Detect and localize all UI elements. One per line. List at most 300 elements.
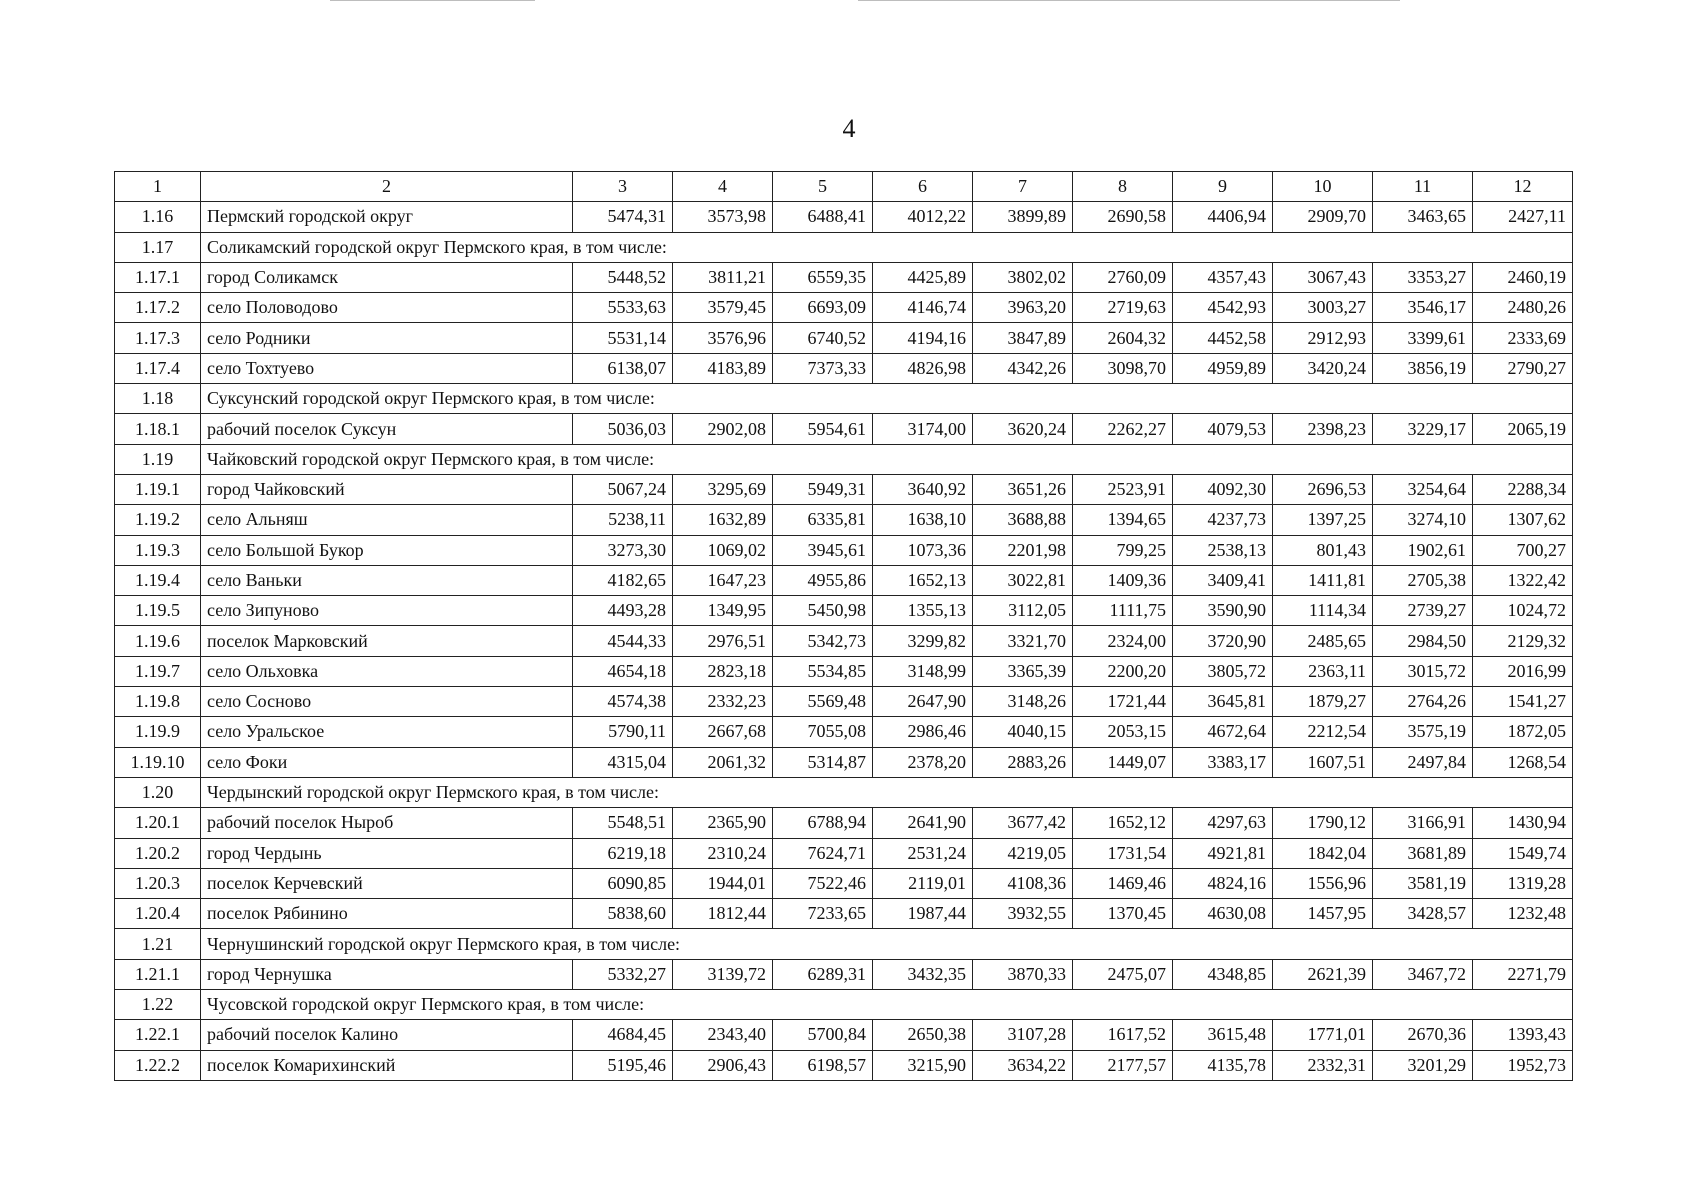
settlement-name: село Большой Букор	[201, 535, 573, 565]
value-cell: 3640,92	[873, 474, 973, 504]
value-cell: 3811,21	[673, 262, 773, 292]
value-cell: 3273,30	[573, 535, 673, 565]
value-cell: 3688,88	[973, 505, 1073, 535]
value-cell: 3677,42	[973, 808, 1073, 838]
value-cell: 3576,96	[673, 323, 773, 353]
value-cell: 5342,73	[773, 626, 873, 656]
row-code: 1.20.2	[115, 838, 201, 868]
value-cell: 1652,13	[873, 565, 973, 595]
table-row	[115, 262, 1573, 292]
value-cell: 1541,27	[1473, 687, 1573, 717]
value-cell: 4574,38	[573, 687, 673, 717]
section-row	[115, 777, 1573, 807]
value-cell: 3148,26	[973, 687, 1073, 717]
section-title: Чайковский городской округ Пермского края, в том числе:	[201, 444, 1573, 474]
value-cell: 1307,62	[1473, 505, 1573, 535]
value-cell: 2363,11	[1273, 656, 1373, 686]
row-code: 1.21.1	[115, 959, 201, 989]
column-header: 8	[1073, 172, 1173, 202]
value-cell: 5949,31	[773, 474, 873, 504]
value-cell: 6488,41	[773, 202, 873, 232]
value-cell: 4493,28	[573, 596, 673, 626]
table-row	[115, 293, 1573, 323]
section-title: Соликамский городской округ Пермского края, в том числе:	[201, 232, 1573, 262]
value-cell: 6219,18	[573, 838, 673, 868]
table-row	[115, 868, 1573, 898]
value-cell: 1232,48	[1473, 899, 1573, 929]
value-cell: 1647,23	[673, 565, 773, 595]
settlement-name: рабочий поселок Ныроб	[201, 808, 573, 838]
value-cell: 3166,91	[1373, 808, 1473, 838]
row-code: 1.17.1	[115, 262, 201, 292]
table-row	[115, 959, 1573, 989]
value-cell: 3590,90	[1173, 596, 1273, 626]
value-cell: 799,25	[1073, 535, 1173, 565]
table-row	[115, 808, 1573, 838]
value-cell: 2332,23	[673, 687, 773, 717]
value-cell: 2538,13	[1173, 535, 1273, 565]
value-cell: 4406,94	[1173, 202, 1273, 232]
table-row	[115, 596, 1573, 626]
scan-edge-line-right	[858, 0, 1400, 1]
row-code: 1.19.1	[115, 474, 201, 504]
value-cell: 3899,89	[973, 202, 1073, 232]
value-cell: 1790,12	[1273, 808, 1373, 838]
table-row	[115, 656, 1573, 686]
settlement-name: поселок Комарихинский	[201, 1050, 573, 1080]
section-row	[115, 232, 1573, 262]
value-cell: 2906,43	[673, 1050, 773, 1080]
settlement-name: поселок Рябинино	[201, 899, 573, 929]
value-cell: 3579,45	[673, 293, 773, 323]
row-code: 1.19.8	[115, 687, 201, 717]
table-row	[115, 838, 1573, 868]
row-code: 1.20.4	[115, 899, 201, 929]
value-cell: 2324,00	[1073, 626, 1173, 656]
value-cell: 4182,65	[573, 565, 673, 595]
value-cell: 2690,58	[1073, 202, 1173, 232]
value-cell: 3420,24	[1273, 353, 1373, 383]
settlement-name: село Фоки	[201, 747, 573, 777]
table-body	[115, 172, 1573, 1081]
settlement-name: село Родники	[201, 323, 573, 353]
settlement-name: село Зипуново	[201, 596, 573, 626]
value-cell: 3467,72	[1373, 959, 1473, 989]
value-cell: 3229,17	[1373, 414, 1473, 444]
value-cell: 3945,61	[773, 535, 873, 565]
settlement-name: село Тохтуево	[201, 353, 573, 383]
value-cell: 4194,16	[873, 323, 973, 353]
row-code: 1.19.10	[115, 747, 201, 777]
value-cell: 4425,89	[873, 262, 973, 292]
value-cell: 1319,28	[1473, 868, 1573, 898]
value-cell: 2531,24	[873, 838, 973, 868]
section-title: Суксунский городской округ Пермского края, в том числе:	[201, 384, 1573, 414]
value-cell: 700,27	[1473, 535, 1573, 565]
value-cell: 1449,07	[1073, 747, 1173, 777]
value-cell: 3720,90	[1173, 626, 1273, 656]
value-cell: 3383,17	[1173, 747, 1273, 777]
column-header: 11	[1373, 172, 1473, 202]
value-cell: 5533,63	[573, 293, 673, 323]
row-code: 1.20.1	[115, 808, 201, 838]
value-cell: 1812,44	[673, 899, 773, 929]
column-header: 2	[201, 172, 573, 202]
table-row	[115, 1020, 1573, 1050]
value-cell: 4357,43	[1173, 262, 1273, 292]
value-cell: 2986,46	[873, 717, 973, 747]
value-cell: 2061,32	[673, 747, 773, 777]
section-title: Чернушинский городской округ Пермского края, в том числе:	[201, 929, 1573, 959]
value-cell: 1114,34	[1273, 596, 1373, 626]
value-cell: 1393,43	[1473, 1020, 1573, 1050]
value-cell: 3963,20	[973, 293, 1073, 323]
table-row	[115, 202, 1573, 232]
value-cell: 2177,57	[1073, 1050, 1173, 1080]
value-cell: 3299,82	[873, 626, 973, 656]
column-header: 4	[673, 172, 773, 202]
settlement-name: рабочий поселок Калино	[201, 1020, 573, 1050]
value-cell: 4040,15	[973, 717, 1073, 747]
value-cell: 3399,61	[1373, 323, 1473, 353]
section-row	[115, 929, 1573, 959]
value-cell: 4297,63	[1173, 808, 1273, 838]
value-cell: 2480,26	[1473, 293, 1573, 323]
settlement-name: село Уральское	[201, 717, 573, 747]
column-header: 1	[115, 172, 201, 202]
value-cell: 5448,52	[573, 262, 673, 292]
value-cell: 1607,51	[1273, 747, 1373, 777]
value-cell: 4012,22	[873, 202, 973, 232]
section-row	[115, 384, 1573, 414]
value-cell: 2378,20	[873, 747, 973, 777]
row-code: 1.22.1	[115, 1020, 201, 1050]
value-cell: 5036,03	[573, 414, 673, 444]
value-cell: 4955,86	[773, 565, 873, 595]
row-code: 1.17.3	[115, 323, 201, 353]
value-cell: 2650,38	[873, 1020, 973, 1050]
settlement-name: Пермский городской округ	[201, 202, 573, 232]
value-cell: 2641,90	[873, 808, 973, 838]
row-code: 1.20	[115, 777, 201, 807]
value-cell: 1944,01	[673, 868, 773, 898]
value-cell: 3802,02	[973, 262, 1073, 292]
row-code: 1.21	[115, 929, 201, 959]
value-cell: 1411,81	[1273, 565, 1373, 595]
value-cell: 1394,65	[1073, 505, 1173, 535]
value-cell: 2053,15	[1073, 717, 1173, 747]
value-cell: 1632,89	[673, 505, 773, 535]
row-code: 1.16	[115, 202, 201, 232]
value-cell: 4108,36	[973, 868, 1073, 898]
value-cell: 5954,61	[773, 414, 873, 444]
value-cell: 3098,70	[1073, 353, 1173, 383]
value-cell: 3581,19	[1373, 868, 1473, 898]
scan-edge-line-left	[330, 0, 535, 1]
value-cell: 3365,39	[973, 656, 1073, 686]
value-cell: 5534,85	[773, 656, 873, 686]
value-cell: 2310,24	[673, 838, 773, 868]
value-cell: 3463,65	[1373, 202, 1473, 232]
value-cell: 6198,57	[773, 1050, 873, 1080]
row-code: 1.19.7	[115, 656, 201, 686]
value-cell: 2262,27	[1073, 414, 1173, 444]
value-cell: 3573,98	[673, 202, 773, 232]
value-cell: 2719,63	[1073, 293, 1173, 323]
value-cell: 7055,08	[773, 717, 873, 747]
value-cell: 2883,26	[973, 747, 1073, 777]
header-row	[115, 172, 1573, 202]
value-cell: 1879,27	[1273, 687, 1373, 717]
row-code: 1.22.2	[115, 1050, 201, 1080]
column-header: 5	[773, 172, 873, 202]
value-cell: 4146,74	[873, 293, 973, 323]
table-row	[115, 414, 1573, 444]
value-cell: 3295,69	[673, 474, 773, 504]
settlement-name: рабочий поселок Суксун	[201, 414, 573, 444]
value-cell: 4342,26	[973, 353, 1073, 383]
value-cell: 1987,44	[873, 899, 973, 929]
value-cell: 3620,24	[973, 414, 1073, 444]
section-title: Чердынский городской округ Пермского края, в том числе:	[201, 777, 1573, 807]
value-cell: 2333,69	[1473, 323, 1573, 353]
value-cell: 1556,96	[1273, 868, 1373, 898]
column-header: 7	[973, 172, 1073, 202]
settlement-name: село Сосново	[201, 687, 573, 717]
value-cell: 3353,27	[1373, 262, 1473, 292]
value-cell: 2760,09	[1073, 262, 1173, 292]
value-cell: 2823,18	[673, 656, 773, 686]
value-cell: 4348,85	[1173, 959, 1273, 989]
value-cell: 1952,73	[1473, 1050, 1573, 1080]
value-cell: 2212,54	[1273, 717, 1373, 747]
value-cell: 2460,19	[1473, 262, 1573, 292]
row-code: 1.19.3	[115, 535, 201, 565]
value-cell: 2398,23	[1273, 414, 1373, 444]
value-cell: 1349,95	[673, 596, 773, 626]
value-cell: 5067,24	[573, 474, 673, 504]
row-code: 1.22	[115, 990, 201, 1020]
value-cell: 4672,64	[1173, 717, 1273, 747]
value-cell: 4630,08	[1173, 899, 1273, 929]
row-code: 1.20.3	[115, 868, 201, 898]
value-cell: 2129,32	[1473, 626, 1573, 656]
value-cell: 3022,81	[973, 565, 1073, 595]
row-code: 1.19.4	[115, 565, 201, 595]
value-cell: 3067,43	[1273, 262, 1373, 292]
value-cell: 2604,32	[1073, 323, 1173, 353]
value-cell: 7373,33	[773, 353, 873, 383]
column-header: 10	[1273, 172, 1373, 202]
value-cell: 4826,98	[873, 353, 973, 383]
value-cell: 1069,02	[673, 535, 773, 565]
value-cell: 5700,84	[773, 1020, 873, 1050]
table-row	[115, 1050, 1573, 1080]
value-cell: 1322,42	[1473, 565, 1573, 595]
table-row	[115, 747, 1573, 777]
row-code: 1.19.9	[115, 717, 201, 747]
settlement-name: город Чайковский	[201, 474, 573, 504]
value-cell: 7522,46	[773, 868, 873, 898]
value-cell: 3681,89	[1373, 838, 1473, 868]
column-header: 12	[1473, 172, 1573, 202]
value-cell: 5790,11	[573, 717, 673, 747]
table-row	[115, 899, 1573, 929]
value-cell: 4921,81	[1173, 838, 1273, 868]
row-code: 1.17.2	[115, 293, 201, 323]
value-cell: 1430,94	[1473, 808, 1573, 838]
value-cell: 4237,73	[1173, 505, 1273, 535]
value-cell: 4542,93	[1173, 293, 1273, 323]
value-cell: 5531,14	[573, 323, 673, 353]
row-code: 1.18	[115, 384, 201, 414]
value-cell: 2621,39	[1273, 959, 1373, 989]
value-cell: 3148,99	[873, 656, 973, 686]
column-header: 6	[873, 172, 973, 202]
value-cell: 6289,31	[773, 959, 873, 989]
settlement-name: село Ваньки	[201, 565, 573, 595]
table-row	[115, 626, 1573, 656]
value-cell: 3432,35	[873, 959, 973, 989]
settlement-name: город Чернушка	[201, 959, 573, 989]
value-cell: 2909,70	[1273, 202, 1373, 232]
table-row	[115, 717, 1573, 747]
section-row	[115, 444, 1573, 474]
value-cell: 1409,36	[1073, 565, 1173, 595]
value-cell: 3003,27	[1273, 293, 1373, 323]
tariff-table	[114, 171, 1573, 1081]
value-cell: 3932,55	[973, 899, 1073, 929]
value-cell: 2343,40	[673, 1020, 773, 1050]
value-cell: 1073,36	[873, 535, 973, 565]
value-cell: 3615,48	[1173, 1020, 1273, 1050]
value-cell: 1638,10	[873, 505, 973, 535]
value-cell: 2016,99	[1473, 656, 1573, 686]
value-cell: 2201,98	[973, 535, 1073, 565]
value-cell: 2976,51	[673, 626, 773, 656]
value-cell: 3856,19	[1373, 353, 1473, 383]
value-cell: 3254,64	[1373, 474, 1473, 504]
value-cell: 3215,90	[873, 1050, 973, 1080]
row-code: 1.17.4	[115, 353, 201, 383]
value-cell: 2902,08	[673, 414, 773, 444]
value-cell: 6740,52	[773, 323, 873, 353]
value-cell: 3139,72	[673, 959, 773, 989]
settlement-name: поселок Марковский	[201, 626, 573, 656]
settlement-name: село Альняш	[201, 505, 573, 535]
table-row	[115, 687, 1573, 717]
value-cell: 3274,10	[1373, 505, 1473, 535]
value-cell: 5332,27	[573, 959, 673, 989]
settlement-name: город Чердынь	[201, 838, 573, 868]
value-cell: 7624,71	[773, 838, 873, 868]
row-code: 1.19.5	[115, 596, 201, 626]
value-cell: 1842,04	[1273, 838, 1373, 868]
value-cell: 801,43	[1273, 535, 1373, 565]
value-cell: 4079,53	[1173, 414, 1273, 444]
value-cell: 1370,45	[1073, 899, 1173, 929]
value-cell: 6138,07	[573, 353, 673, 383]
settlement-name: поселок Керчевский	[201, 868, 573, 898]
value-cell: 1617,52	[1073, 1020, 1173, 1050]
value-cell: 2523,91	[1073, 474, 1173, 504]
settlement-name: село Половодово	[201, 293, 573, 323]
value-cell: 4452,58	[1173, 323, 1273, 353]
value-cell: 5238,11	[573, 505, 673, 535]
value-cell: 2288,34	[1473, 474, 1573, 504]
value-cell: 2705,38	[1373, 565, 1473, 595]
value-cell: 1721,44	[1073, 687, 1173, 717]
value-cell: 4684,45	[573, 1020, 673, 1050]
value-cell: 1111,75	[1073, 596, 1173, 626]
table-row	[115, 535, 1573, 565]
value-cell: 1397,25	[1273, 505, 1373, 535]
column-header: 9	[1173, 172, 1273, 202]
value-cell: 7233,65	[773, 899, 873, 929]
value-cell: 2696,53	[1273, 474, 1373, 504]
value-cell: 3112,05	[973, 596, 1073, 626]
value-cell: 1652,12	[1073, 808, 1173, 838]
row-code: 1.19.6	[115, 626, 201, 656]
row-code: 1.19	[115, 444, 201, 474]
value-cell: 3870,33	[973, 959, 1073, 989]
value-cell: 1771,01	[1273, 1020, 1373, 1050]
value-cell: 6335,81	[773, 505, 873, 535]
value-cell: 1872,05	[1473, 717, 1573, 747]
value-cell: 1902,61	[1373, 535, 1473, 565]
value-cell: 3409,41	[1173, 565, 1273, 595]
value-cell: 1268,54	[1473, 747, 1573, 777]
value-cell: 1469,46	[1073, 868, 1173, 898]
value-cell: 2912,93	[1273, 323, 1373, 353]
value-cell: 4135,78	[1173, 1050, 1273, 1080]
value-cell: 2667,68	[673, 717, 773, 747]
value-cell: 5474,31	[573, 202, 673, 232]
value-cell: 3651,26	[973, 474, 1073, 504]
value-cell: 3634,22	[973, 1050, 1073, 1080]
value-cell: 2332,31	[1273, 1050, 1373, 1080]
value-cell: 2764,26	[1373, 687, 1473, 717]
value-cell: 4824,16	[1173, 868, 1273, 898]
value-cell: 1731,54	[1073, 838, 1173, 868]
value-cell: 6559,35	[773, 262, 873, 292]
value-cell: 3015,72	[1373, 656, 1473, 686]
value-cell: 4315,04	[573, 747, 673, 777]
value-cell: 3321,70	[973, 626, 1073, 656]
table-row	[115, 474, 1573, 504]
value-cell: 2475,07	[1073, 959, 1173, 989]
value-cell: 3805,72	[1173, 656, 1273, 686]
value-cell: 2497,84	[1373, 747, 1473, 777]
value-cell: 5838,60	[573, 899, 673, 929]
value-cell: 2984,50	[1373, 626, 1473, 656]
value-cell: 1024,72	[1473, 596, 1573, 626]
page-number: 4	[842, 114, 856, 143]
table-row	[115, 565, 1573, 595]
settlement-name: село Ольховка	[201, 656, 573, 686]
value-cell: 4219,05	[973, 838, 1073, 868]
value-cell: 5569,48	[773, 687, 873, 717]
value-cell: 1549,74	[1473, 838, 1573, 868]
value-cell: 2271,79	[1473, 959, 1573, 989]
value-cell: 2485,65	[1273, 626, 1373, 656]
value-cell: 4183,89	[673, 353, 773, 383]
value-cell: 3546,17	[1373, 293, 1473, 323]
value-cell: 2739,27	[1373, 596, 1473, 626]
value-cell: 3201,29	[1373, 1050, 1473, 1080]
column-header: 3	[573, 172, 673, 202]
value-cell: 3107,28	[973, 1020, 1073, 1050]
